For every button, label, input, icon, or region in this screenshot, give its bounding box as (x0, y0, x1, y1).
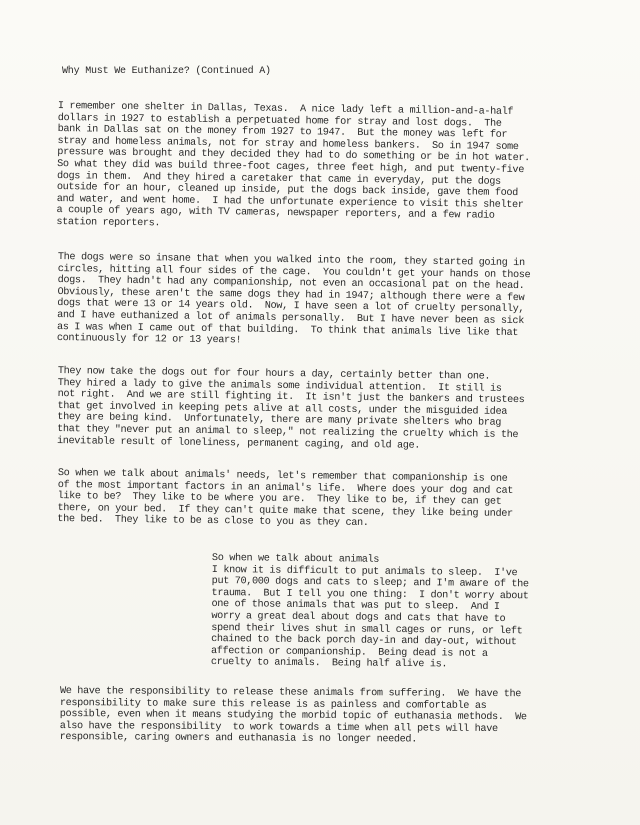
paragraph-insane-dogs: The dogs were so insane that when you walked into the room, they started going in circles, hitting all four sides of the cage. You couldn't get your hands on those dogs. They hadn't had any companionship, not even an occasional pat on the head. Obviously, these aren't the same dogs they had in 1947; although there were a few dogs that were 13 or 14 years old. Now, I have seen a lot of cruelty personally, and I have euthanized a lot of animals personally. But I have never been as sick as I was when I came out of that building. To think that animals live like that continuously for 12 or 13 years! (56, 252, 531, 347)
paragraph-responsibility: We have the responsibility to release these animals from suffering. We have the responsibility to make sure this release is as painless and comfortable as possible, even when it means studying the morbid topic of euthanasia methods. We also have the responsibility to work towards a time when all pets will have responsible, caring owners and euthanasia is no longer needed. (59, 686, 527, 746)
paragraph-companionship: So when we talk about animals' needs, let's remember that companionship is one of the most important factors in an animal's life. Where does your dog and cat like to be? They like to be where you are. They like to be, if they can get there, on your bed. If they can't quite make that scene, they like being under the bed. They like to be as close to you as they can. (57, 468, 514, 530)
indented-quote: So when we talk about animals I know it is difficult to put animals to sleep. I've put 70,000 dogs and cats to sleep; and I'm aware of the trauma. But I tell you one thing: I don't worry about one of those animals that was put to sleep. And I worry a great deal about dogs and cats that have to spend their lives shut in small cages or runs, or left chained to the back porch day-in and day-out, without affection or companionship. Being dead is not a cruelty to animals. Being half alive is. (210, 553, 529, 671)
page-title: Why Must We Euthanize? (Continued A) (62, 66, 271, 77)
paragraph-dallas-shelter: I remember one shelter in Dallas, Texas. A nice lady left a million-and-a-half dollars in 1927 to establish a perpetuated home for stray and lost dogs. The bank in Dallas sat on the money from 1927 to 1947. But the money was left for stray and homeless animals, not for stray and homeless bankers. So in 1947 some pressure was brought and they decided they had to do something or be in hot water. So what they did was build three-foot cages, three feet high, and put twenty-five dogs in them. And they hired a caretaker that came in everyday, put the dogs outside for an hour, cleaned up inside, put the dogs back inside, gave them food and water, and went home. I had the unfortunate experience to visit this shelter a couple of years ago, with TV cameras, newspaper reporters, and a few radio station reporters. (56, 101, 530, 230)
paragraph-still-fighting: They now take the dogs out for four hours a day, certainly better than one. They hired a lady to give the animals some individual attention. It still is not right. And we are still fighting it. It isn't just the bankers and trustees that get involved in keeping pets alive at all costs, under the misguided idea they are being kind. Unfortunately, there are many private shelters who brag that they "never put an animal to sleep," not realizing the cruelty which is the inevitable result of loneliness, permanent caging, and old age. (56, 366, 525, 452)
